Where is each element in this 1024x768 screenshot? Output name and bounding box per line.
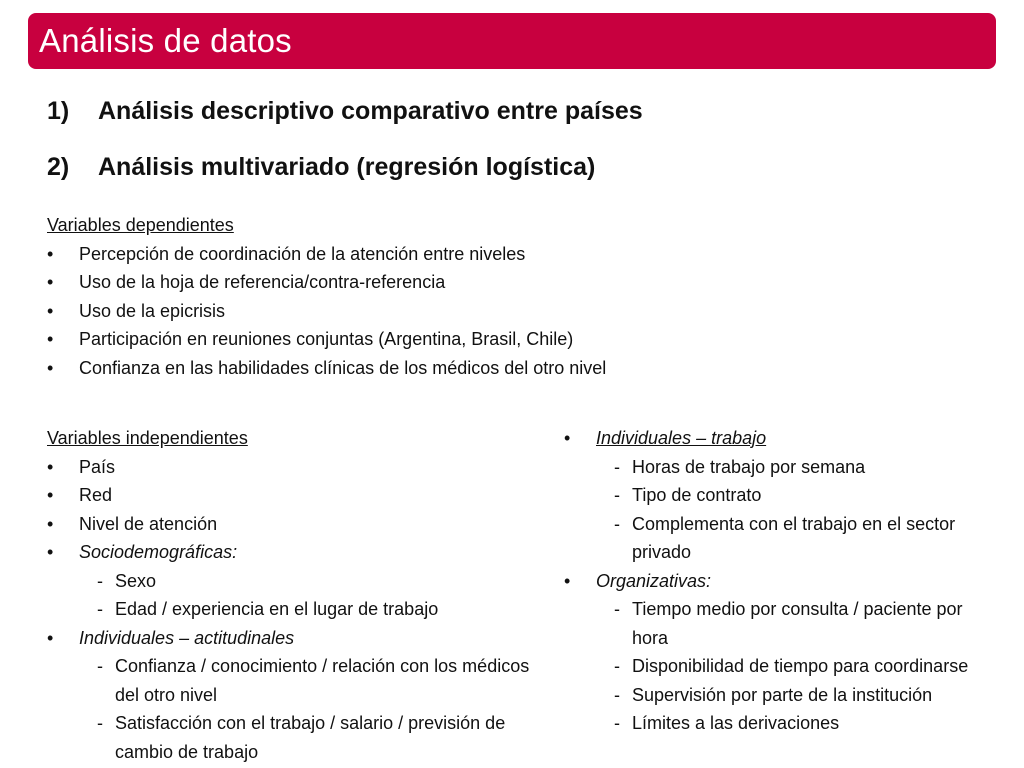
sub-item-text: Supervisión por parte de la institución bbox=[632, 684, 933, 705]
heading-text: Análisis descriptivo comparativo entre países bbox=[98, 97, 643, 125]
sub-item bbox=[564, 453, 1014, 482]
bullet-icon: • bbox=[47, 542, 54, 562]
sub-item-text: Tipo de contrato bbox=[632, 485, 762, 505]
heading-1 bbox=[47, 97, 643, 126]
independent-variables-right-column bbox=[564, 424, 1014, 738]
sub-item bbox=[564, 510, 1014, 567]
page-title: Análisis de datos bbox=[39, 22, 292, 59]
sub-item-text: Disponibilidad de tiempo para coordinarse bbox=[632, 656, 969, 676]
dash-icon: - bbox=[614, 684, 620, 705]
dependent-variables-section bbox=[47, 211, 747, 382]
dash-icon: - bbox=[97, 599, 103, 619]
dash-icon: - bbox=[614, 656, 620, 676]
sub-item-line: Satisfacción con el trabajo / salario / previsión de bbox=[115, 713, 506, 733]
list-item-text: Individuales – actitudinales bbox=[79, 627, 295, 648]
list-item-text: Uso de la epicrisis bbox=[79, 300, 226, 321]
sub-item-text: Sexo bbox=[115, 570, 157, 591]
list-item bbox=[47, 481, 592, 510]
heading-number: 1) bbox=[47, 97, 70, 125]
dash-icon: - bbox=[614, 485, 620, 505]
sub-item-text bbox=[115, 709, 505, 766]
bullet-icon: • bbox=[47, 627, 54, 648]
bullet-icon: • bbox=[564, 570, 571, 591]
sub-item-line: del otro nivel bbox=[115, 684, 218, 705]
bullet-icon: • bbox=[47, 300, 54, 321]
dash-icon: - bbox=[614, 713, 620, 733]
list-item bbox=[47, 354, 747, 383]
heading-text: Análisis multivariado (regresión logística) bbox=[98, 153, 596, 181]
list-item-text: Sociodemográficas: bbox=[79, 542, 238, 562]
title-bar bbox=[28, 13, 996, 69]
dash-icon: - bbox=[97, 656, 103, 676]
sub-item bbox=[47, 595, 592, 624]
bullet-icon: • bbox=[47, 272, 54, 292]
list-item-text: Uso de la hoja de referencia/contra-referencia bbox=[79, 272, 446, 292]
list-item bbox=[47, 268, 747, 297]
list-item-text: Individuales – trabajo bbox=[596, 428, 767, 448]
sub-item bbox=[47, 567, 592, 596]
sub-item-text: Horas de trabajo por semana bbox=[632, 456, 866, 477]
sub-item bbox=[564, 595, 1014, 652]
sub-item-line: Tiempo medio por consulta / paciente por bbox=[632, 599, 963, 619]
bullet-icon: • bbox=[564, 428, 571, 448]
bullet-icon: • bbox=[47, 329, 54, 349]
sub-item-line: Confianza / conocimiento / relación con los médicos bbox=[115, 656, 530, 676]
list-item-text: Confianza en las habilidades clínicas de los médicos del otro nivel bbox=[79, 357, 607, 378]
sub-item-line: hora bbox=[632, 627, 669, 648]
list-item bbox=[47, 297, 747, 326]
bullet-icon: • bbox=[47, 485, 54, 505]
list-item-text: Percepción de coordinación de la atención entre niveles bbox=[79, 243, 526, 264]
sub-item bbox=[564, 481, 1014, 510]
sub-item bbox=[47, 652, 592, 709]
heading-number: 2) bbox=[47, 153, 70, 181]
list-item-text: Nivel de atención bbox=[79, 513, 218, 534]
sub-item-line: Complementa con el trabajo en el sector bbox=[632, 513, 956, 534]
bullet-icon: • bbox=[47, 456, 54, 477]
dash-icon: - bbox=[614, 513, 620, 534]
heading-2 bbox=[47, 153, 595, 182]
independent-variables-section bbox=[47, 424, 592, 766]
dash-icon: - bbox=[614, 599, 620, 619]
dash-icon: - bbox=[614, 456, 620, 477]
list-item bbox=[47, 240, 747, 269]
list-item bbox=[47, 325, 747, 354]
dash-icon: - bbox=[97, 570, 103, 591]
section-title: Variables independientes bbox=[47, 428, 248, 448]
bullet-icon: • bbox=[47, 357, 54, 378]
sub-item bbox=[564, 709, 1014, 738]
sub-item-text bbox=[632, 595, 963, 652]
sub-item-text bbox=[632, 510, 955, 567]
sub-item bbox=[564, 652, 1014, 681]
bullet-icon: • bbox=[47, 243, 54, 264]
sub-item-line: privado bbox=[632, 542, 692, 562]
sub-item bbox=[564, 681, 1014, 710]
list-item bbox=[47, 538, 592, 567]
list-item-text: Red bbox=[79, 485, 113, 505]
list-item bbox=[47, 453, 592, 482]
bullet-icon: • bbox=[47, 513, 54, 534]
list-item-text: Participación en reuniones conjuntas (Argentina, Brasil, Chile) bbox=[79, 329, 574, 349]
sub-item-text bbox=[115, 652, 529, 709]
sub-item-text: Edad / experiencia en el lugar de trabajo bbox=[115, 599, 439, 619]
section-title: Variables dependientes bbox=[47, 215, 234, 235]
sub-item bbox=[47, 709, 592, 766]
list-item-text: Organizativas: bbox=[596, 570, 712, 591]
list-item bbox=[564, 567, 1014, 596]
sub-item-text: Límites a las derivaciones bbox=[632, 713, 840, 733]
list-item bbox=[47, 510, 592, 539]
dash-icon: - bbox=[97, 713, 103, 733]
list-item bbox=[564, 424, 1014, 453]
sub-item-line: cambio de trabajo bbox=[115, 741, 259, 762]
list-item bbox=[47, 624, 592, 653]
list-item-text: País bbox=[79, 456, 116, 477]
